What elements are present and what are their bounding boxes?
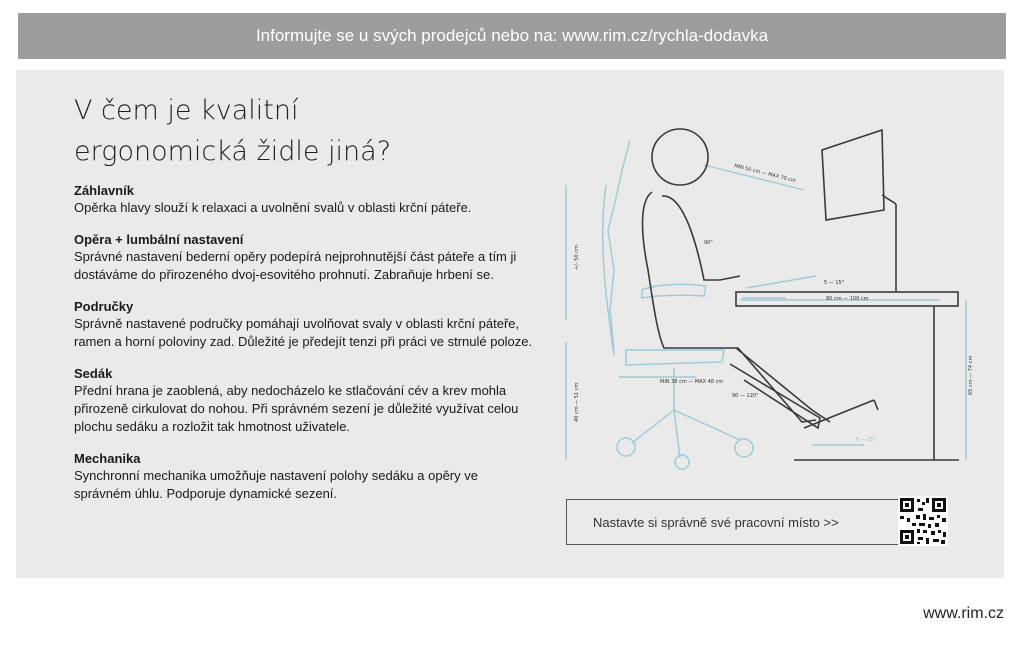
label-back-height: +/- 50 cm xyxy=(574,245,580,270)
section-heading: Záhlavník xyxy=(74,183,134,198)
label-desk-depth: 80 cm — 100 cm xyxy=(826,296,869,302)
label-seat-height: 40 cm — 51 cm xyxy=(574,382,580,422)
feature-list xyxy=(74,182,534,517)
label-knee-angle: 90 — 120° xyxy=(732,393,759,399)
accent-lines xyxy=(566,140,966,469)
ergonomic-diagram xyxy=(554,110,974,470)
section-text: Správně nastavené područky pomáhají uvolňovat svaly v oblasti krční páteře, ramen a horní poloviny zad. Důležité je předejít tenzi při práci ve strnulé poloze. xyxy=(74,316,533,349)
label-desk-height: 65 cm — 74 cm xyxy=(968,355,974,395)
section-text: Správné nastavení bederní opěry podepírá nejprohnutější část páteře a tím ji dostáváme do přirozeného dvoj-esovitého prohnutí. Zabraňuje hrbení se. xyxy=(74,249,517,282)
qr-code-icon[interactable] xyxy=(898,496,948,546)
content-panel xyxy=(16,70,1004,578)
section-text: Přední hrana je zaoblená, aby nedocházelo ke stlačování cév a krev mohla přirozeně cirkulovat do nohou. Při správném sezení je důležité využívat celou plochu sedáku a rozložit tak hmotnost uživatele. xyxy=(74,383,519,434)
label-elbow-angle: 90° xyxy=(704,240,713,246)
section-armrests xyxy=(74,298,534,351)
section-mechanism xyxy=(74,450,534,503)
title-line-2: ergonomická židle jiná? xyxy=(74,136,392,167)
page-title xyxy=(74,90,534,172)
label-monitor-distance: MIN 50 cm — MAX 70 cm xyxy=(733,163,797,185)
banner-text: Informujte se u svých prodejců nebo na: www.rim.cz/rychla-dodavka xyxy=(255,26,769,45)
section-heading: Sedák xyxy=(74,366,113,381)
cta-text[interactable]: Nastavte si správně své pracovní místo >> xyxy=(593,514,839,530)
section-heading: Opěra + lumbální nastavení xyxy=(74,232,244,247)
section-heading: Mechanika xyxy=(74,451,141,466)
top-banner xyxy=(18,13,1006,59)
section-heading: Područky xyxy=(74,299,134,314)
label-seat-depth: MIN 38 cm — MAX 48 cm xyxy=(660,379,724,385)
label-footrest-angle: 0 — 15° xyxy=(856,437,877,443)
section-text: Opěrka hlavy slouží k relaxaci a uvolnění svalů v oblasti krční páteře. xyxy=(74,200,472,215)
section-backrest xyxy=(74,231,534,284)
section-seat xyxy=(74,365,534,436)
label-wrist-angle: 5 — 15° xyxy=(824,280,845,286)
footer-url[interactable]: www.rim.cz xyxy=(923,605,1004,622)
diagram-labels xyxy=(574,163,974,443)
section-headrest xyxy=(74,182,534,217)
figure-lines xyxy=(643,129,960,460)
section-text: Synchronní mechanika umožňuje nastavení polohy sedáku a opěry ve správném úhlu. Podporuje dynamické sezení. xyxy=(74,468,478,501)
workplace-setup-link[interactable] xyxy=(566,499,900,545)
title-line-1: V čem je kvalitní xyxy=(74,95,299,126)
